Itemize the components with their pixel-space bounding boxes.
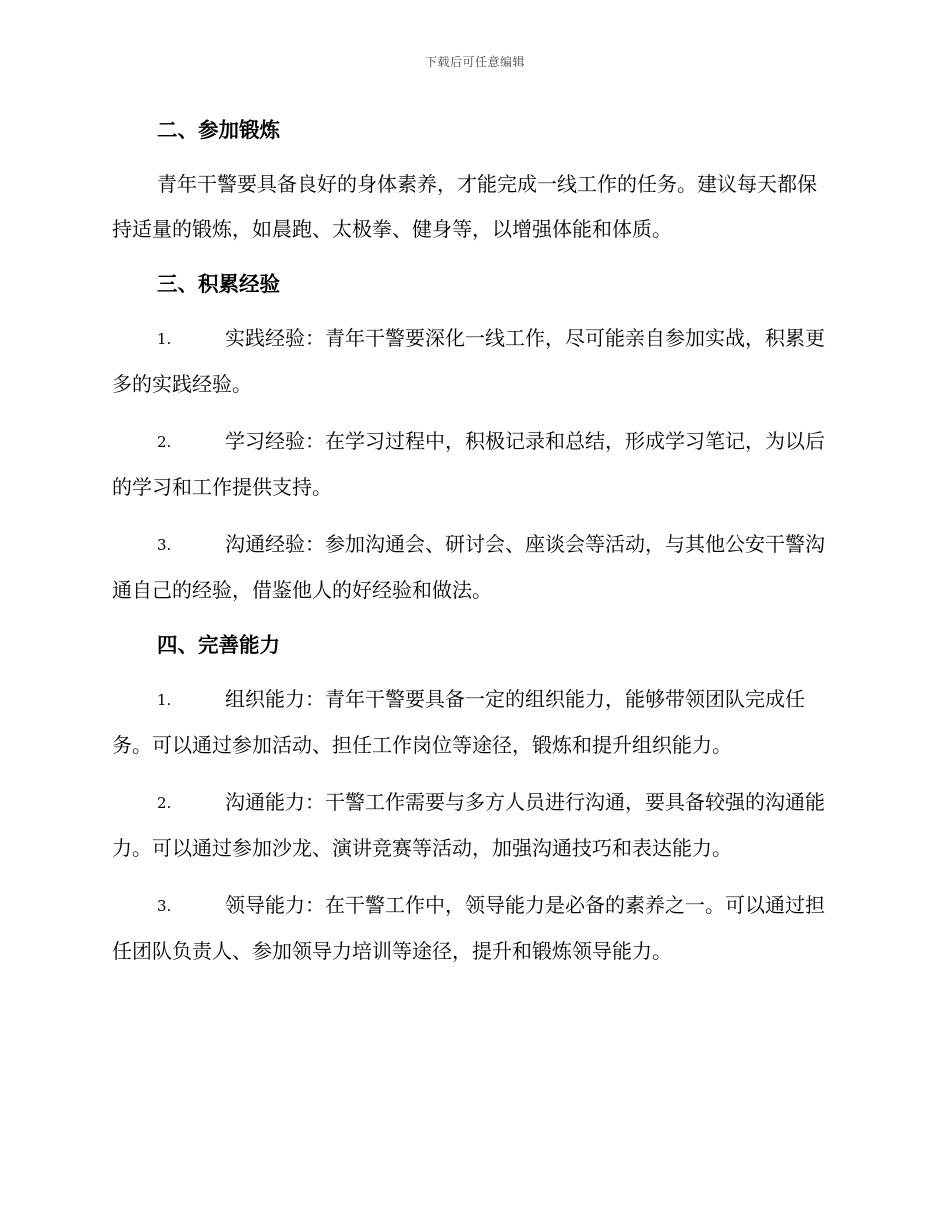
section-heading-ability: 四、完善能力	[157, 633, 280, 657]
list-item-number: 2.	[157, 794, 172, 812]
list-item-text: 组织能力：青年干警要具备一定的组织能力，能够带领团队完成任务。可以通过参加活动、担任工作岗位等途径，锻炼和提升组织能力。	[112, 687, 805, 757]
list-item	[112, 522, 834, 613]
document-body	[112, 110, 834, 986]
list-item	[112, 419, 834, 510]
list-item-number: 1.	[157, 330, 172, 348]
section-heading-exercise: 二、参加锻炼	[157, 118, 280, 142]
list-item	[112, 883, 834, 974]
section-paragraph-exercise: 青年干警要具备良好的身体素养，才能完成一线工作的任务。建议每天都保持适量的锻炼，如晨跑、太极拳、健身等，以增强体能和体质。	[112, 172, 817, 241]
list-item	[112, 780, 834, 871]
list-item-text: 沟通能力：干警工作需要与多方人员进行沟通，要具备较强的沟通能力。可以通过参加沙龙、演讲竞赛等活动，加强沟通技巧和表达能力。	[112, 790, 825, 860]
list-item-number: 2.	[157, 433, 172, 451]
header-note: 下载后可任意编辑	[424, 55, 525, 69]
list-item-text: 学习经验：在学习过程中，积极记录和总结，形成学习笔记，为以后的学习和工作提供支持。	[112, 429, 825, 499]
list-item	[112, 677, 834, 768]
list-item-number: 3.	[157, 536, 172, 554]
list-item	[112, 316, 834, 407]
list-item-text: 实践经验：青年干警要深化一线工作，尽可能亲自参加实战，积累更多的实践经验。	[112, 326, 825, 396]
list-item-text: 领导能力：在干警工作中，领导能力是必备的素养之一。可以通过担任团队负责人、参加领导力培训等途径，提升和锻炼领导能力。	[112, 893, 825, 963]
list-item-text: 沟通经验：参加沟通会、研讨会、座谈会等活动，与其他公安干警沟通自己的经验，借鉴他人的好经验和做法。	[112, 532, 825, 602]
list-item-number: 3.	[157, 897, 172, 915]
section-heading-experience: 三、积累经验	[157, 272, 280, 296]
list-item-number: 1.	[157, 691, 172, 709]
